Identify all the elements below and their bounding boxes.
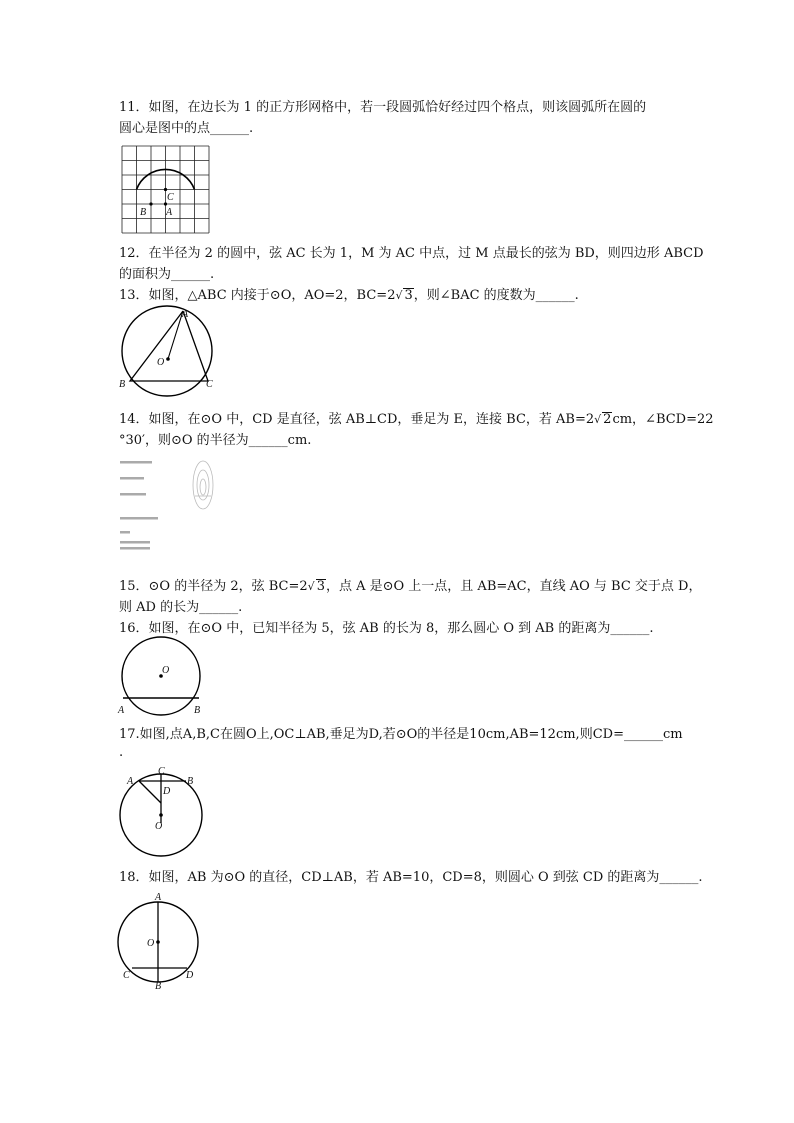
q11-label-a: A [166,207,173,218]
q17-label-c: C [158,766,165,777]
q16-label-o: O [162,665,170,676]
q13-text-pre: 13．如图，△ABC 内接于⊙O，AO=2，BC=2 [119,288,396,303]
q18-label-d: D [186,970,194,981]
q16-circle-figure [116,637,208,717]
q18-text: 18．如图，AB 为⊙O 的直径，CD⊥AB，若 AB=10，CD=8，则圆心 O 到弦 CD 的距离为______. [119,870,703,885]
q14-text-pre: 14．如图，在⊙O 中，CD 是直径，弦 AB⊥CD，垂足为 E，连接 BC，若 AB=2 [119,412,595,427]
q15-text-post: ，点 A 是⊙O 上一点，且 AB=AC，直线 AO 与 BC 交于点 D， [325,579,702,594]
q11-text-line2: 圆心是图中的点______. [119,121,254,136]
q17-label-o: O [155,821,163,832]
q16-text: 16．如图，在⊙O 中，已知半径为 5，弦 AB 的长为 8，那么圆心 O 到 AB 的距离为______. [119,621,654,636]
q13-text: 13．如图，△ABC 内接于⊙O，AO=2，BC=2√ 3，则∠BAC 的度数为______. [119,288,579,303]
q18-circle-figure [116,888,208,990]
q14-text-post: cm，∠BCD=22 [612,412,714,427]
q17-label-b: B [187,776,194,787]
q17-label-d: D [163,786,171,797]
q15-text-line2: 则 AD 的长为______. [119,600,243,615]
q11-text-line1: 11．如图，在边长为 1 的正方形网格中，若一段圆弧恰好经过四个格点，则该圆弧所在圆的 [119,100,647,115]
q16-label-a: A [118,705,125,716]
q15-radicand: 3 [316,579,325,594]
q18-label-o: O [147,938,155,949]
q16-label-b: B [194,705,201,716]
q17-circle-figure [117,766,209,862]
q14-faint-figure [118,455,228,567]
q13-label-o: O [157,357,165,368]
q13-circle-figure [117,305,217,393]
q13-label-a: A [182,309,189,320]
q11-label-b: B [140,207,147,218]
q14-radicand: 2 [603,412,612,427]
q18-label-b: B [155,981,162,992]
q12-text-line2: 的面积为______. [119,267,215,282]
q17-text-line1: 17.如图,点A,B,C在圆O上,OC⊥AB,垂足为D,若⊙O的半径是10cm,AB=12cm,则CD=______cm [119,727,683,742]
q14-text-line1: 14．如图，在⊙O 中，CD 是直径，弦 AB⊥CD，垂足为 E，连接 BC，若 AB=2√ 2cm，∠BCD=22 [119,412,714,427]
q13-label-b: B [119,379,126,390]
q14-text-line2: °30′，则⊙O 的半径为______cm. [119,433,312,448]
q17-text-line2: . [119,745,124,760]
q11-grid-figure [120,145,212,235]
q15-text-line1: 15．⊙O 的半径为 2，弦 BC=2√ 3，点 A 是⊙O 上一点，且 AB=AC，直线 AO 与 BC 交于点 D， [119,579,702,594]
q11-label-c: C [167,192,174,203]
q12-text-line1: 12．在半径为 2 的圆中，弦 AC 长为 1，M 为 AC 中点，过 M 点最长的弦为 BD，则四边形 ABCD [119,246,704,261]
q13-text-post: ，则∠BAC 的度数为______. [413,288,579,303]
q13-radicand: 3 [404,288,413,303]
q17-label-a: A [127,776,134,787]
q13-label-c: C [206,379,213,390]
q15-text-pre: 15．⊙O 的半径为 2，弦 BC=2 [119,579,308,594]
q18-label-a: A [155,892,162,903]
q18-label-c: C [123,970,130,981]
